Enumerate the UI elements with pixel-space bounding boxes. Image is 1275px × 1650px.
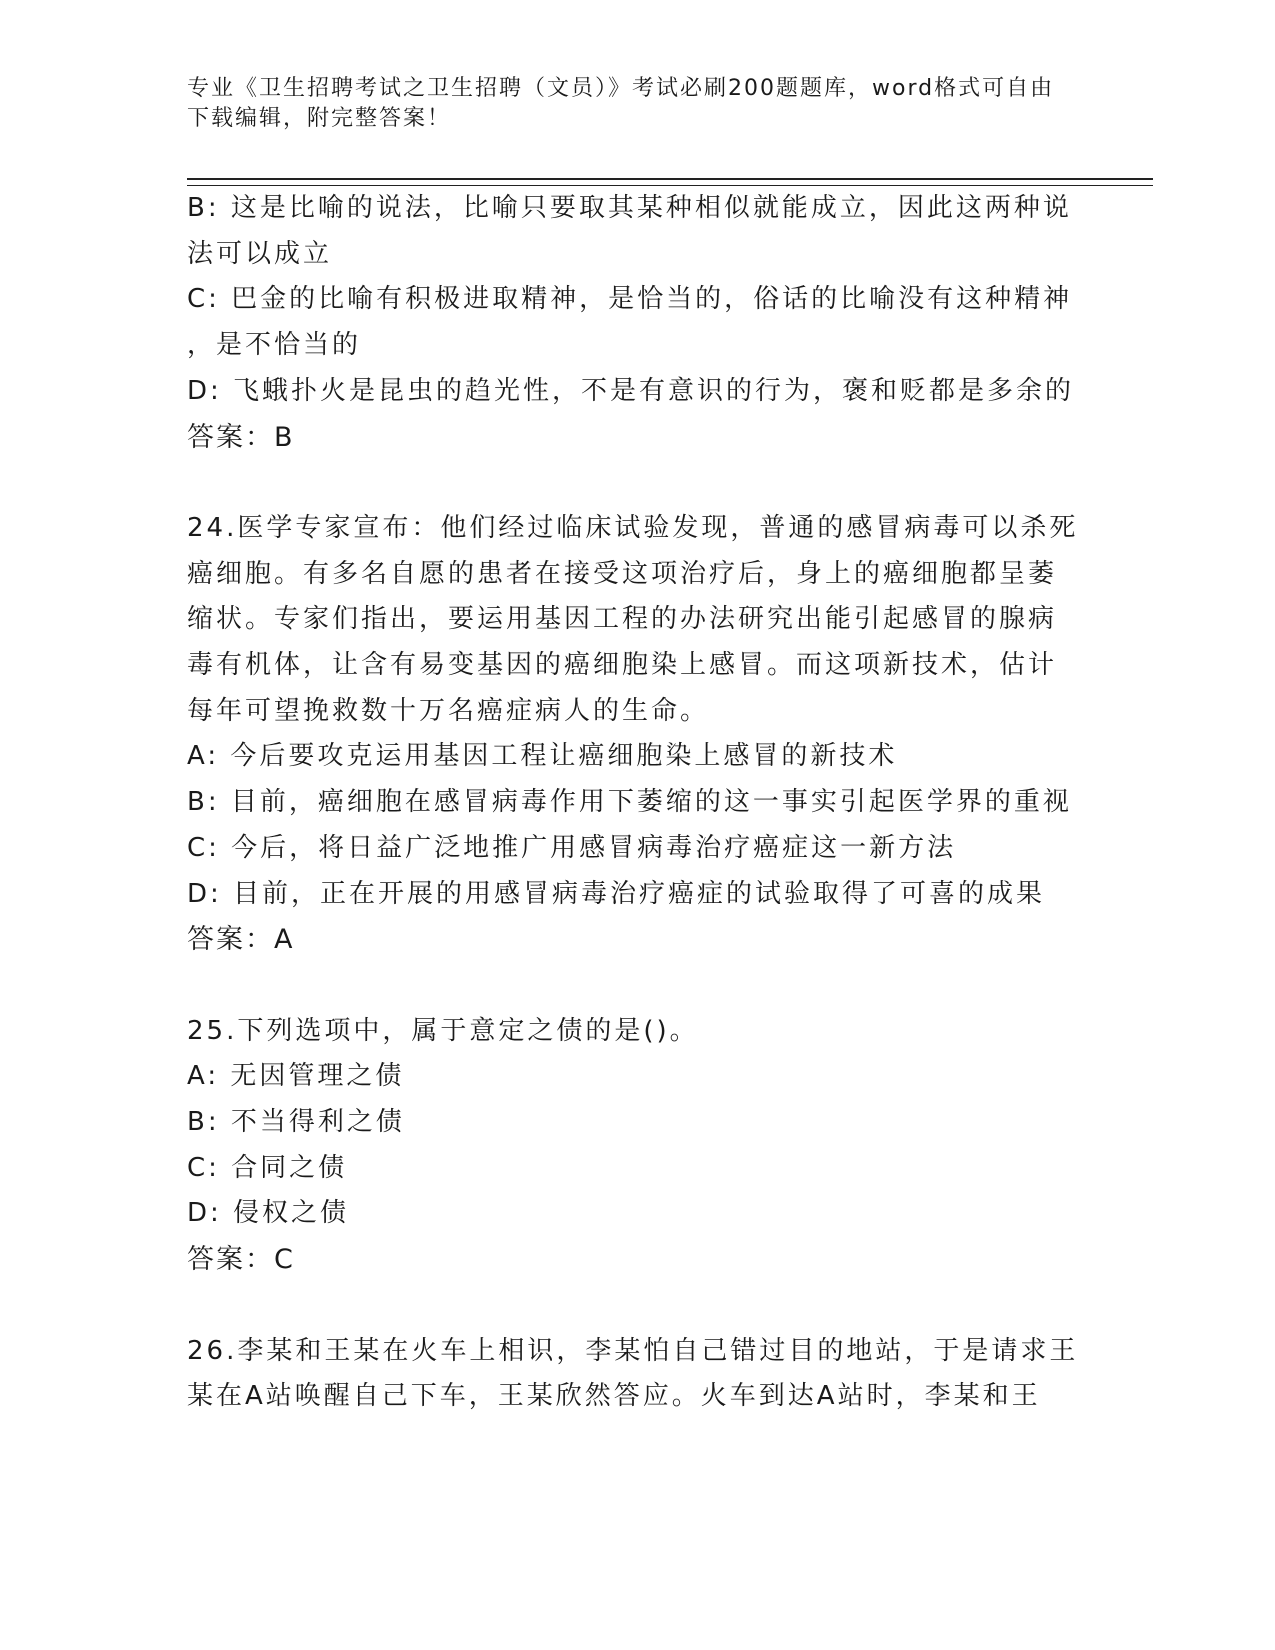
spacer [187,460,1087,506]
spacer [187,963,1087,1009]
option-d: D: 飞蛾扑火是昆虫的趋光性，不是有意识的行为，褒和贬都是多余的 [187,375,1075,406]
option-a: A: 无因管理之债 [187,1061,405,1092]
option-c: C: 今后，将日益广泛地推广用感冒病毒治疗癌症这一新方法 [187,832,957,863]
question-stem-line: 26.李某和王某在火车上相识，李某怕自己错过目的地站，于是请求王 [187,1335,1079,1366]
answer-line: 答案：B [187,421,295,453]
option-c: C: 合同之债 [187,1152,348,1183]
header-divider [187,178,1153,186]
option-a: A: 今后要攻克运用基因工程让癌细胞染上感冒的新技术 [187,741,898,772]
question-26 [187,1329,1087,1420]
option-b-line: B: 这是比喻的说法，比喻只要取其某种相似就能成立，因此这两种说 [187,193,1072,223]
question-23-tail [187,186,1087,460]
page-header [187,74,1067,134]
question-stem-line: 每年可望挽救数十万名癌症病人的生命。 [187,695,710,726]
option-b: B: 不当得利之债 [187,1107,405,1138]
question-stem-line: 某在A站唤醒自己下车，王某欣然答应。火车到达A站时，李某和王 [187,1381,1041,1412]
question-body [187,186,1087,1420]
question-stem-line: 癌细胞。有多名自愿的患者在接受这项治疗后，身上的癌细胞都呈萎 [187,558,1058,589]
option-b-line: 法可以成立 [187,238,333,269]
question-stem-line: 毒有机体，让含有易变基因的癌细胞染上感冒。而这项新技术，估计 [187,650,1058,681]
option-c-line: ，是不恰当的 [187,330,362,361]
option-b: B: 目前，癌细胞在感冒病毒作用下萎缩的这一事实引起医学界的重视 [187,787,1072,818]
option-d: D: 目前，正在开展的用感冒病毒治疗癌症的试验取得了可喜的成果 [187,878,1046,909]
option-d: D: 侵权之债 [187,1198,350,1229]
question-stem-line: 24.医学专家宣布：他们经过临床试验发现，普通的感冒病毒可以杀死 [187,512,1079,543]
answer-line: 答案：A [187,924,295,956]
option-c-line: C: 巴金的比喻有积极进取精神，是恰当的，俗话的比喻没有这种精神 [187,284,1073,315]
spacer [187,1283,1087,1329]
question-24 [187,506,1087,963]
question-25 [187,1009,1087,1283]
answer-line: 答案：C [187,1244,295,1276]
question-stem-line: 缩状。专家们指出，要运用基因工程的办法研究出能引起感冒的腺病 [187,604,1058,635]
document-title: 专业《卫生招聘考试之卫生招聘（文员）》考试必刷200题题库，word格式可自由下载编辑，附完整答案！ [187,76,1055,131]
question-stem: 25.下列选项中，属于意定之债的是()。 [187,1015,699,1046]
